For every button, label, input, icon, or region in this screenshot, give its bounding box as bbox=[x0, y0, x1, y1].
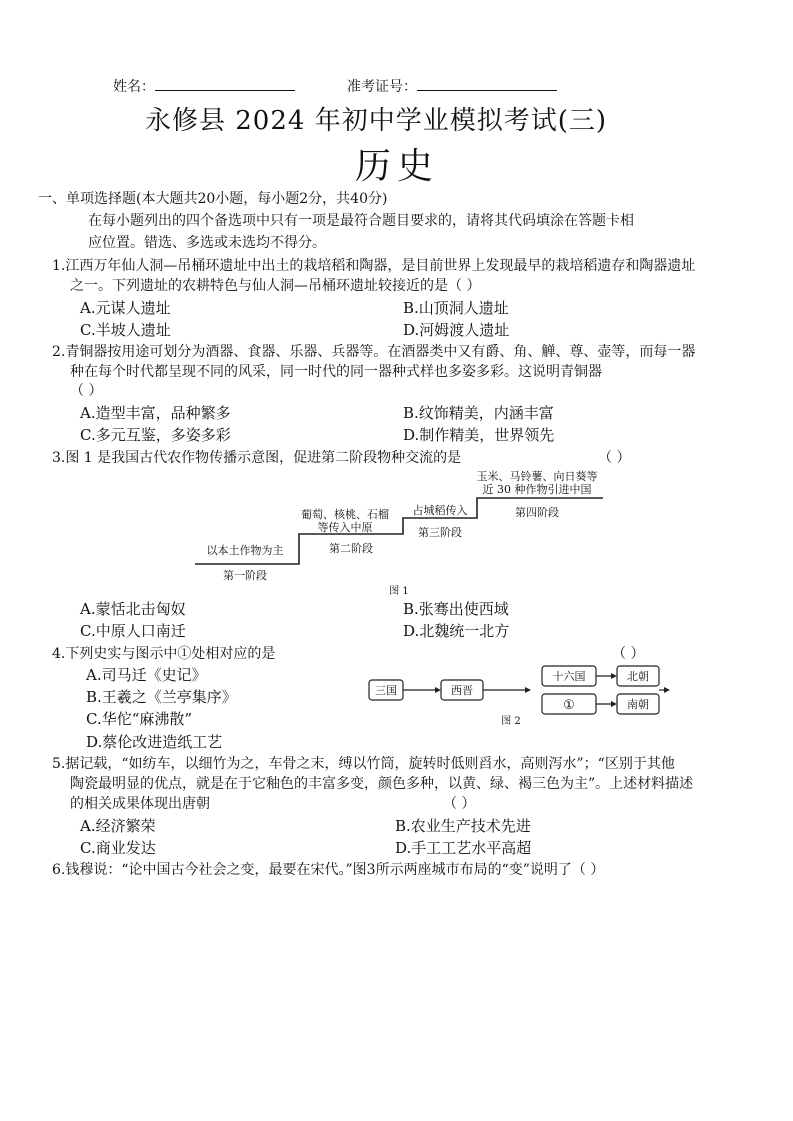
question-stem: 6.钱穆说：“论中国古今社会之变，最要在宋代。”图3所示两座城市布局的“变”说明了（ ） bbox=[52, 862, 605, 878]
section-heading: 一、单项选择题(本大题共20小题，每小题2分，共40分) bbox=[38, 191, 388, 207]
question-stem: 之一。下列遗址的农耕特色与仙人洞—吊桶环遗址较接近的是（ ） bbox=[70, 278, 481, 294]
option-b[interactable]: B.纹饰精美，内涵丰富 bbox=[403, 404, 554, 422]
option-c[interactable]: C.商业发达 bbox=[80, 839, 156, 857]
question-stem: 2.青铜器按用途可划分为酒器、食器、乐器、兵器等。在酒器类中又有爵、角、觯、尊、壶等，而每一器 bbox=[52, 344, 696, 360]
exam-number-blank bbox=[417, 76, 557, 91]
option-a[interactable]: A.司马迁《史记》 bbox=[86, 666, 207, 684]
option-d[interactable]: D.河姆渡人遗址 bbox=[403, 321, 510, 339]
question-stem: 4.下列史实与图示中①处相对应的是 bbox=[52, 646, 276, 662]
option-b[interactable]: B.王羲之《兰亭集序》 bbox=[86, 688, 237, 706]
option-d[interactable]: D.手工工艺水平高超 bbox=[395, 839, 532, 857]
option-d[interactable]: D.北魏统一北方 bbox=[403, 622, 510, 640]
name-field bbox=[113, 76, 295, 96]
answer-bracket: （ ） bbox=[598, 450, 631, 466]
question-stem: 的相关成果体现出唐朝 bbox=[70, 796, 210, 812]
option-a[interactable]: A.元谋人遗址 bbox=[80, 299, 171, 317]
instructions-line-1: 在每小题列出的四个备选项中只有一项是最符合题目要求的，请将其代码填涂在答题卡相 bbox=[88, 213, 634, 229]
figure-1-crop-transmission bbox=[195, 468, 615, 600]
option-a[interactable]: A.造型丰富，品种繁多 bbox=[80, 404, 231, 422]
exam-number-label: 准考证号： bbox=[347, 79, 417, 95]
stage-1-text: 以本土作物为主 bbox=[206, 544, 284, 557]
option-d[interactable]: D.蔡伦改进造纸工艺 bbox=[86, 733, 223, 751]
option-d[interactable]: D.制作精美，世界领先 bbox=[403, 426, 555, 444]
option-c[interactable]: C.华佗“麻沸散” bbox=[86, 710, 193, 728]
stage-1-label: 第一阶段 bbox=[223, 569, 267, 582]
stage-3-text: 占城稻传入 bbox=[412, 504, 468, 517]
box-shiliuguo-label: 十六国 bbox=[552, 670, 586, 683]
exam-number-field bbox=[347, 76, 557, 96]
subject-title: 历史 bbox=[355, 146, 440, 187]
option-c[interactable]: C.中原人口南迁 bbox=[80, 622, 186, 640]
name-blank bbox=[155, 76, 295, 91]
option-b[interactable]: B.山顶洞人遗址 bbox=[403, 299, 509, 317]
option-c[interactable]: C.多元互鉴，多姿多彩 bbox=[80, 426, 231, 444]
stage-4-text-1: 玉米、马铃薯、向日葵等 bbox=[476, 470, 598, 483]
question-stem: 陶瓷最明显的优点，就是在于它釉色的丰富多变，颜色多种，以黄、绿、褐三色为主”。上述材料描述 bbox=[70, 776, 694, 792]
box-sanguo-label: 三国 bbox=[375, 684, 397, 697]
question-stem: 1.江西万年仙人洞—吊桶环遗址中出土的栽培稻和陶器，是目前世界上发现最早的栽培稻遗存和陶器遗址 bbox=[52, 258, 696, 274]
stage-2-text-1: 葡萄、核桃、石榴 bbox=[301, 508, 389, 521]
answer-bracket: （ ） bbox=[70, 383, 103, 399]
box-1-label: ① bbox=[563, 698, 575, 713]
option-a[interactable]: A.蒙恬北击匈奴 bbox=[80, 600, 186, 618]
question-stem: 3.图 1 是我国古代农作物传播示意图，促进第二阶段物种交流的是 bbox=[52, 450, 462, 466]
option-a[interactable]: A.经济繁荣 bbox=[80, 817, 156, 835]
question-stem: 5.据记载，“如纺车，以细竹为之，车骨之末，缚以竹筒，旋转时低则舀水，高则泻水”；“区别于其他 bbox=[52, 756, 675, 772]
instructions-line-2: 应位置。错选、多选或未选均不得分。 bbox=[88, 235, 326, 251]
option-c[interactable]: C.半坡人遗址 bbox=[80, 321, 171, 339]
figure-caption: 图 1 bbox=[389, 586, 409, 597]
stage-3-label: 第三阶段 bbox=[418, 526, 462, 539]
name-label: 姓名： bbox=[113, 79, 155, 95]
stage-2-label: 第二阶段 bbox=[329, 542, 373, 555]
stage-4-label: 第四阶段 bbox=[515, 506, 559, 519]
stage-4-text-2: 近 30 种作物引进中国 bbox=[482, 483, 592, 496]
exam-title: 永修县 2024 年初中学业模拟考试(三) bbox=[145, 106, 607, 136]
stage-2-text-2: 等传入中原 bbox=[317, 521, 373, 534]
box-beichao-label: 北朝 bbox=[627, 670, 649, 683]
box-nanchao-label: 南朝 bbox=[627, 698, 649, 711]
question-stem: 种在每个时代都呈现不同的风采，同一时代的同一器种式样也多姿多彩。这说明青铜器 bbox=[70, 364, 602, 380]
option-b[interactable]: B.张骞出使西域 bbox=[403, 600, 509, 618]
answer-bracket: （ ） bbox=[443, 796, 476, 812]
option-b[interactable]: B.农业生产技术先进 bbox=[395, 817, 531, 835]
answer-bracket: （ ） bbox=[612, 646, 645, 662]
figure-2-dynasty-flow bbox=[365, 664, 670, 726]
box-xijin-label: 西晋 bbox=[451, 684, 473, 697]
figure-caption: 图 2 bbox=[501, 716, 521, 726]
